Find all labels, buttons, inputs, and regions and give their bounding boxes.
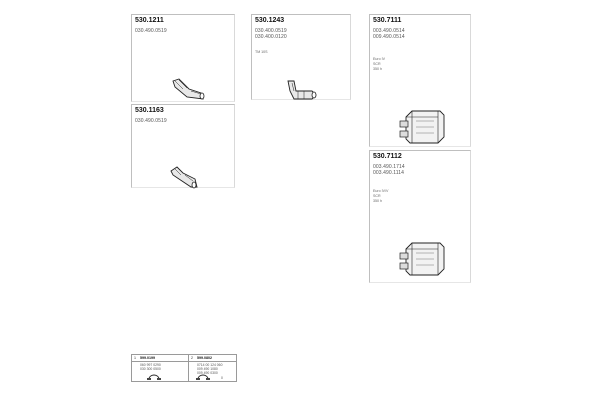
pipe-clamp-icon	[146, 372, 162, 382]
divider	[189, 361, 236, 362]
kit-line: 0714 00 124 060	[197, 363, 223, 367]
kit-part-number: 599.0802	[197, 356, 212, 360]
part-code: 003.490.1714	[373, 164, 405, 170]
kit-part-number: 599.0199	[140, 356, 155, 360]
exhaust-pipe-icon	[167, 75, 209, 105]
kit-index: 1	[134, 356, 136, 360]
kit-line: 009 490 0300	[197, 371, 218, 375]
muffler-box-icon	[398, 107, 446, 147]
kit-line: 060 997 0290	[140, 363, 161, 367]
exhaust-pipe-icon	[167, 161, 203, 191]
kit-column-2[interactable]	[189, 355, 236, 381]
part-code: 009.490.0514	[373, 34, 405, 40]
mounting-kit-table	[131, 354, 237, 382]
part-code: 030.400.0120	[255, 34, 287, 40]
part-code: 030.400.0519	[255, 28, 287, 34]
part-note: TM 10S	[255, 50, 268, 54]
part-number: 530.1211	[135, 17, 164, 24]
muffler-box-icon	[398, 239, 446, 279]
part-card-530-1211[interactable]	[131, 14, 235, 102]
kit-tag: 0	[221, 376, 223, 380]
part-number: 530.7112	[373, 153, 402, 160]
part-number: 530.1243	[255, 17, 285, 24]
exhaust-pipe-icon	[282, 77, 322, 103]
part-card-530-7112[interactable]	[369, 150, 471, 283]
part-code: 030.490.0519	[135, 28, 167, 34]
kit-line: 030 300 0500	[140, 367, 161, 371]
kit-line: 009 490 1080	[197, 367, 218, 371]
part-card-530-1163[interactable]	[131, 104, 235, 188]
part-card-530-7111[interactable]	[369, 14, 471, 147]
part-note: Euro IV/V	[373, 189, 389, 193]
part-note: 350 h	[373, 199, 382, 203]
part-number: 530.1163	[135, 107, 164, 114]
part-code: 003.490.0514	[373, 28, 405, 34]
part-card-530-1243[interactable]	[251, 14, 351, 100]
kit-index: 2	[191, 356, 193, 360]
kit-column-1[interactable]	[132, 355, 189, 381]
part-note: Euro IV	[373, 57, 385, 61]
pipe-clamp-icon	[195, 373, 211, 382]
divider	[132, 361, 188, 362]
part-note: SCR	[373, 62, 381, 66]
part-note: 350 h	[373, 67, 382, 71]
part-number: 530.7111	[373, 17, 402, 24]
part-code: 003.490.1114	[373, 170, 405, 176]
part-code: 030.490.0519	[135, 118, 167, 124]
part-note: SCR	[373, 194, 381, 198]
